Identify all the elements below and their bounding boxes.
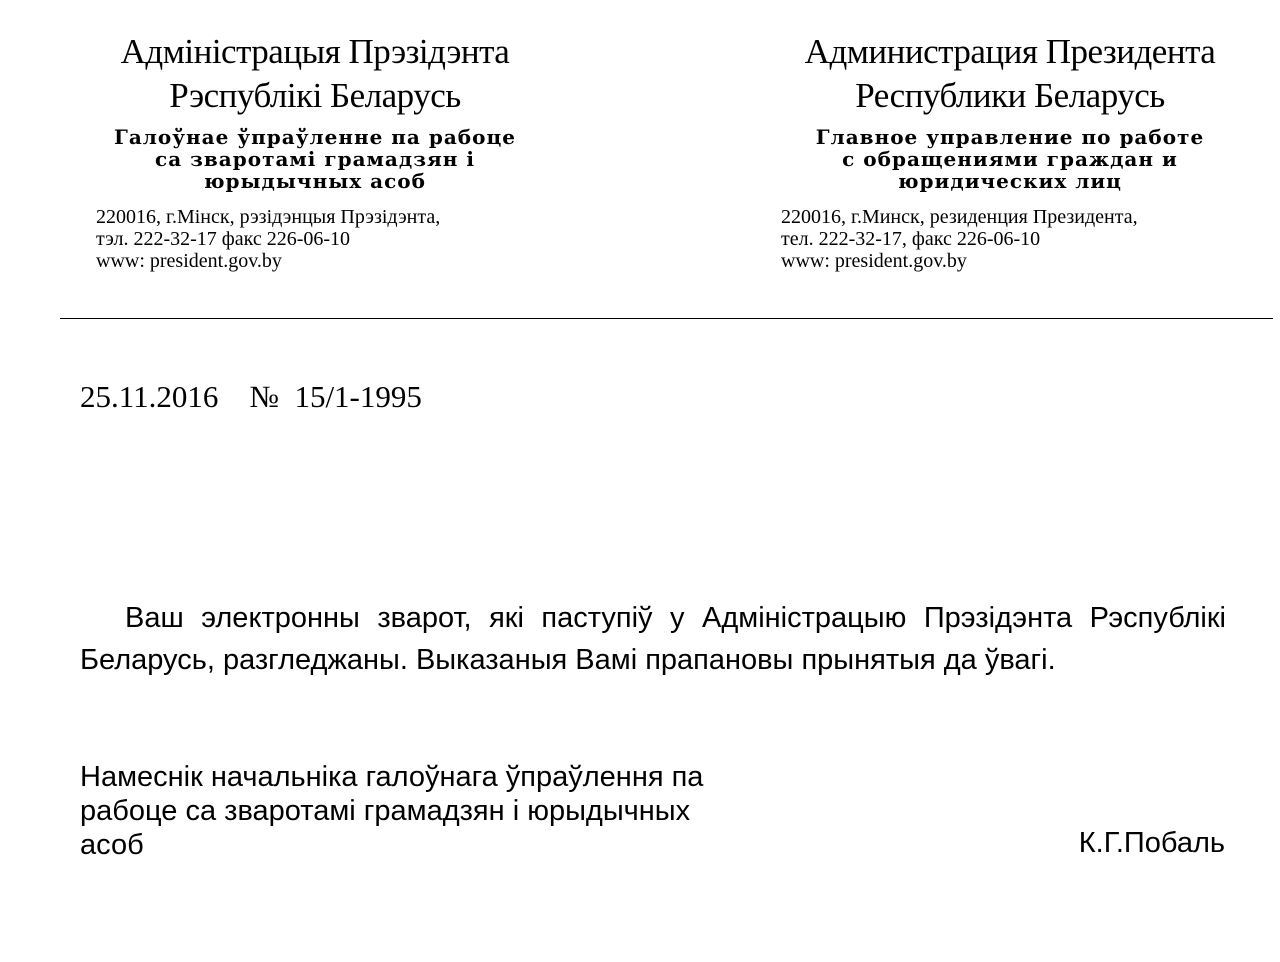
address: 220016, г.Минск, резиденция Президента, (781, 206, 1138, 228)
department-line-3: юрыдычных асоб (204, 169, 426, 193)
address: 220016, г.Мінск, рэзідэнцыя Прэзідэнта, (96, 206, 441, 228)
department-line-1: Главное управление по работе (815, 125, 1205, 149)
contact-block (60, 206, 570, 272)
signatory-title-line-3: асоб (80, 829, 144, 861)
phone-fax: тэл. 222-32-17 факс 226-06-10 (96, 228, 351, 250)
org-name-line-2: Рэспублікі Беларусь (169, 76, 461, 115)
letterhead-russian (750, 30, 1270, 272)
department-line-2: с обращениями граждан и (842, 147, 1178, 171)
contact-block (750, 206, 1270, 272)
number-sign: № (249, 379, 279, 414)
department-line-3: юридических лиц (898, 169, 1122, 193)
department-line-2: са зваротамі грамадзян і (155, 147, 475, 171)
phone-fax: тел. 222-32-17, факс 226-06-10 (781, 228, 1041, 250)
org-name-line-1: Администрация Президента (804, 32, 1216, 71)
department-name (750, 126, 1270, 192)
signatory-title-line-2: рабоце са зваротамі грамадзян і юрыдычных (80, 795, 691, 827)
website: www: president.gov.by (781, 250, 967, 272)
document-date: 25.11.2016 (80, 379, 219, 414)
letter-body: Ваш электронны зварот, які паступіў у Адміністрацыю Прэзідэнта Рэспублікі Беларусь, разгледжаны. Выказаныя Вамі прапановы прынятыя да ўвагі. (80, 602, 1226, 676)
department-name (60, 126, 570, 192)
signatory-title-line-1: Намеснік начальніка галоўнага ўпраўлення па (80, 761, 704, 793)
org-name-line-1: Адміністрацыя Прэзідэнта (120, 32, 510, 71)
website: www: president.gov.by (96, 250, 282, 272)
signatory-title (80, 760, 810, 862)
letterhead-belarusian (60, 30, 570, 272)
document-reference (80, 380, 422, 414)
letterhead-divider (60, 318, 1273, 319)
document-number: 15/1-1995 (294, 379, 422, 414)
org-name-line-2: Республики Беларусь (855, 76, 1165, 115)
department-line-1: Галоўнае ўпраўленне па рабоце (114, 125, 516, 149)
signatory-name: К.Г.Побаль (1078, 827, 1225, 859)
